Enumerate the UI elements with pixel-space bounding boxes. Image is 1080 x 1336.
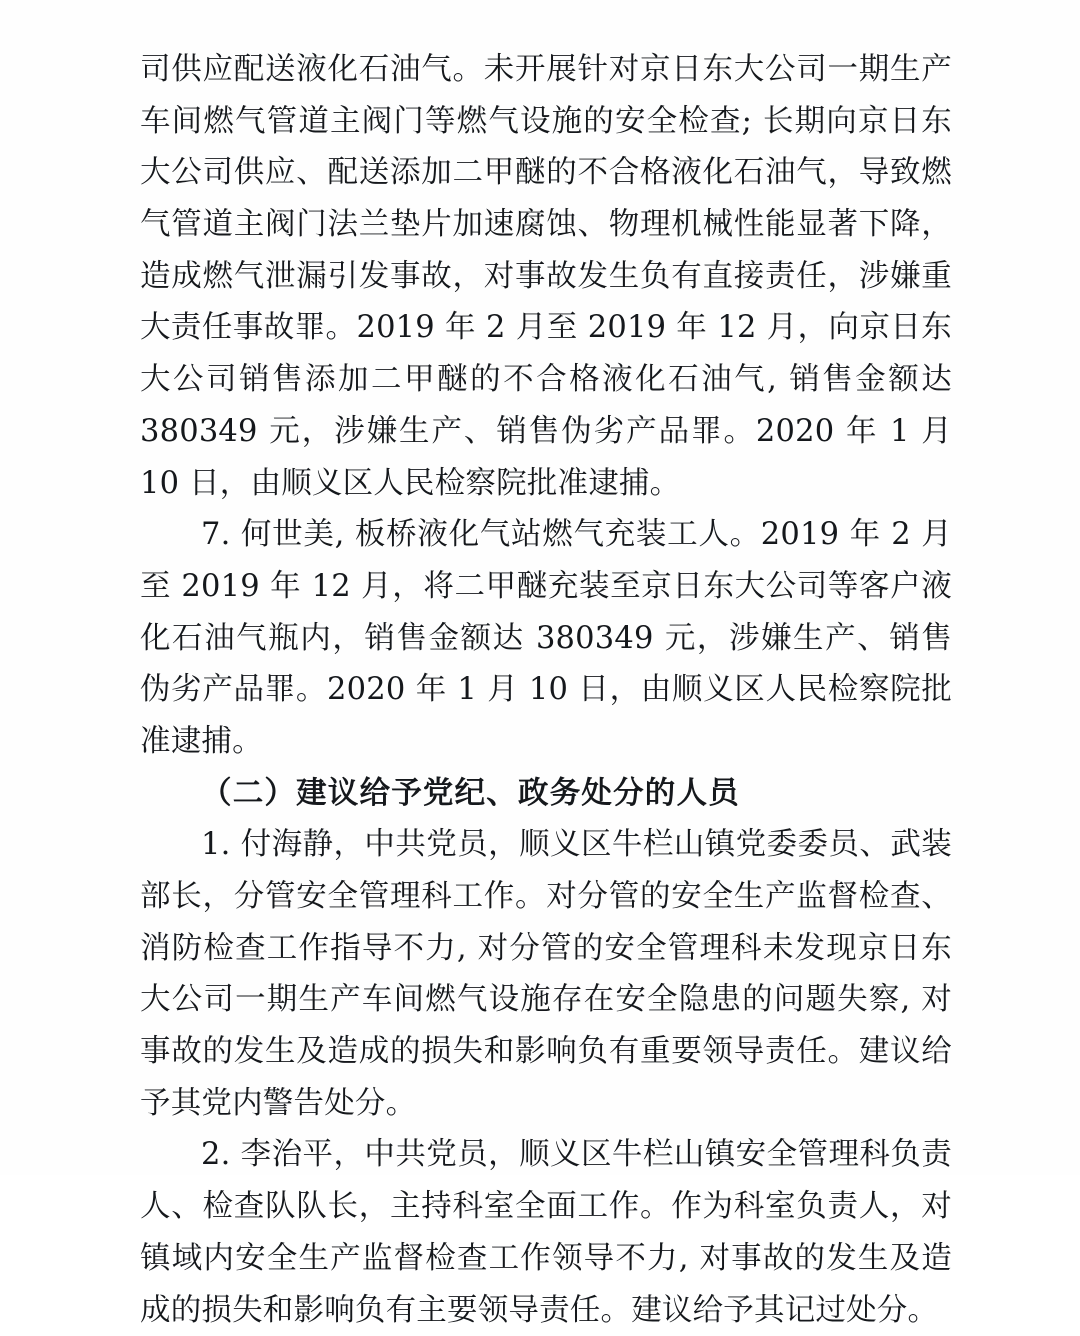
paragraph-item-2: 2. 李治平，中共党员，顺义区牛栏山镇安全管理科负责人、检查队队长，主持科室全面工作。作为科室负责人，对镇域内安全生产监督检查工作领导不力, 对事故的发生及造成的损失和影响负有主要领导责任。建议给予其记过处分。	[140, 1137, 952, 1328]
document-body	[140, 44, 952, 1336]
section-heading: （二）建议给予党纪、政务处分的人员	[201, 774, 740, 811]
paragraph-item-7: 7. 何世美, 板桥液化气站燃气充装工人。2019 年 2 月至 2019 年 12 月，将二甲醚充装至京日东大公司等客户液化石油气瓶内，销售金额达 380349 元，涉嫌生产、销售伪劣产品罪。2020 年 1 月 10 日，由顺义区人民检察院批准逮捕。	[140, 517, 952, 759]
paragraph-continued: 司供应配送液化石油气。未开展针对京日东大公司一期生产车间燃气管道主阀门等燃气设施的安全检查; 长期向京日东大公司供应、配送添加二甲醚的不合格液化石油气，导致燃气管道主阀门法兰垫片加速腐蚀、物理机械性能显著下降，造成燃气泄漏引发事故，对事故发生负有直接责任，涉嫌重大责任事故罪。2019 年 2 月至 2019 年 12 月，向京日东大公司销售添加二甲醚的不合格液化石油气, 销售金额达 380349 元，涉嫌生产、销售伪劣产品罪。2020 年 1 月 10 日，由顺义区人民检察院批准逮捕。	[140, 52, 952, 501]
paragraph-item-1: 1. 付海静，中共党员，顺义区牛栏山镇党委委员、武装部长，分管安全管理科工作。对分管的安全生产监督检查、消防检查工作指导不力, 对分管的安全管理科未发现京日东大公司一期生产车间燃气设施存在安全隐患的问题失察, 对事故的发生及造成的损失和影响负有重要领导责任。建议给予其党内警告处分。	[140, 827, 952, 1121]
